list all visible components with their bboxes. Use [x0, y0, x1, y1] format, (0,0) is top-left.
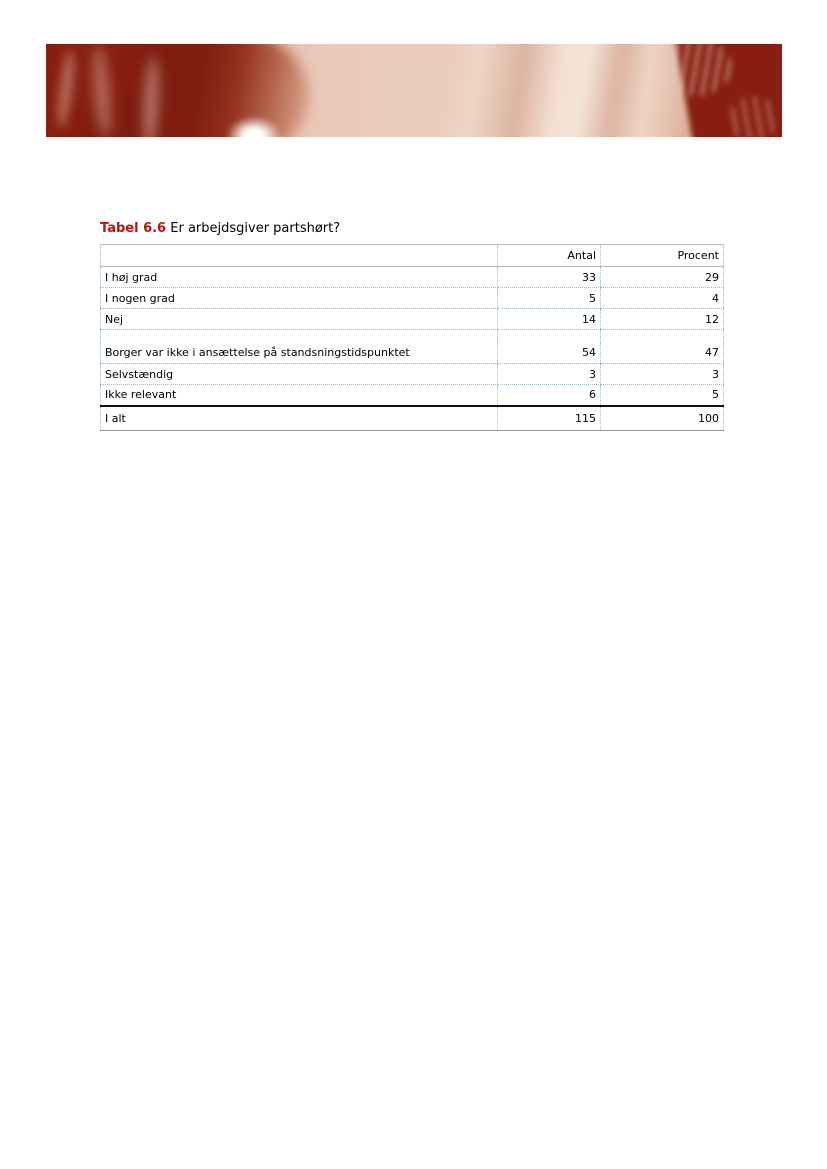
table-caption — [100, 220, 340, 238]
row-label: I alt — [101, 406, 498, 431]
row-antal-value — [498, 330, 601, 343]
row-antal-value: 6 — [498, 385, 601, 406]
header-empty-cell — [101, 245, 498, 267]
table-caption-title: Er arbejdsgiver partshørt? — [170, 221, 341, 236]
white-collar-highlight — [226, 116, 282, 137]
row-label: Selvstændig — [101, 364, 498, 385]
table-body — [101, 267, 724, 431]
table-header-row — [101, 245, 724, 267]
table-row — [101, 309, 724, 330]
row-antal-value: 5 — [498, 288, 601, 309]
right-light-wisps — [728, 96, 778, 137]
row-label: I nogen grad — [101, 288, 498, 309]
row-procent-value: 100 — [601, 406, 724, 431]
table-row — [101, 385, 724, 406]
table-row — [101, 288, 724, 309]
row-antal-value: 14 — [498, 309, 601, 330]
table-row — [101, 406, 724, 431]
header-photo — [46, 44, 782, 137]
row-antal-value: 3 — [498, 364, 601, 385]
header-procent: Procent — [601, 245, 724, 267]
row-procent-value: 12 — [601, 309, 724, 330]
row-label: I høj grad — [101, 267, 498, 288]
header-antal: Antal — [498, 245, 601, 267]
table-row — [101, 343, 724, 364]
row-antal-value: 54 — [498, 343, 601, 364]
row-procent-value: 29 — [601, 267, 724, 288]
row-antal-value: 115 — [498, 406, 601, 431]
table-spacer-row — [101, 330, 724, 343]
table-row — [101, 364, 724, 385]
row-procent-value: 4 — [601, 288, 724, 309]
row-label: Borger var ikke i ansættelse på standsningstidspunktet — [101, 343, 498, 364]
row-procent-value — [601, 330, 724, 343]
table-caption-number: Tabel 6.6 — [100, 221, 167, 236]
row-label — [101, 330, 498, 343]
data-table — [100, 244, 724, 431]
person-head-silhouette — [141, 44, 309, 137]
table-row — [101, 267, 724, 288]
row-procent-value: 47 — [601, 343, 724, 364]
row-label: Nej — [101, 309, 498, 330]
row-procent-value: 3 — [601, 364, 724, 385]
row-label: Ikke relevant — [101, 385, 498, 406]
row-antal-value: 33 — [498, 267, 601, 288]
left-light-streak — [55, 50, 76, 129]
row-procent-value: 5 — [601, 385, 724, 406]
